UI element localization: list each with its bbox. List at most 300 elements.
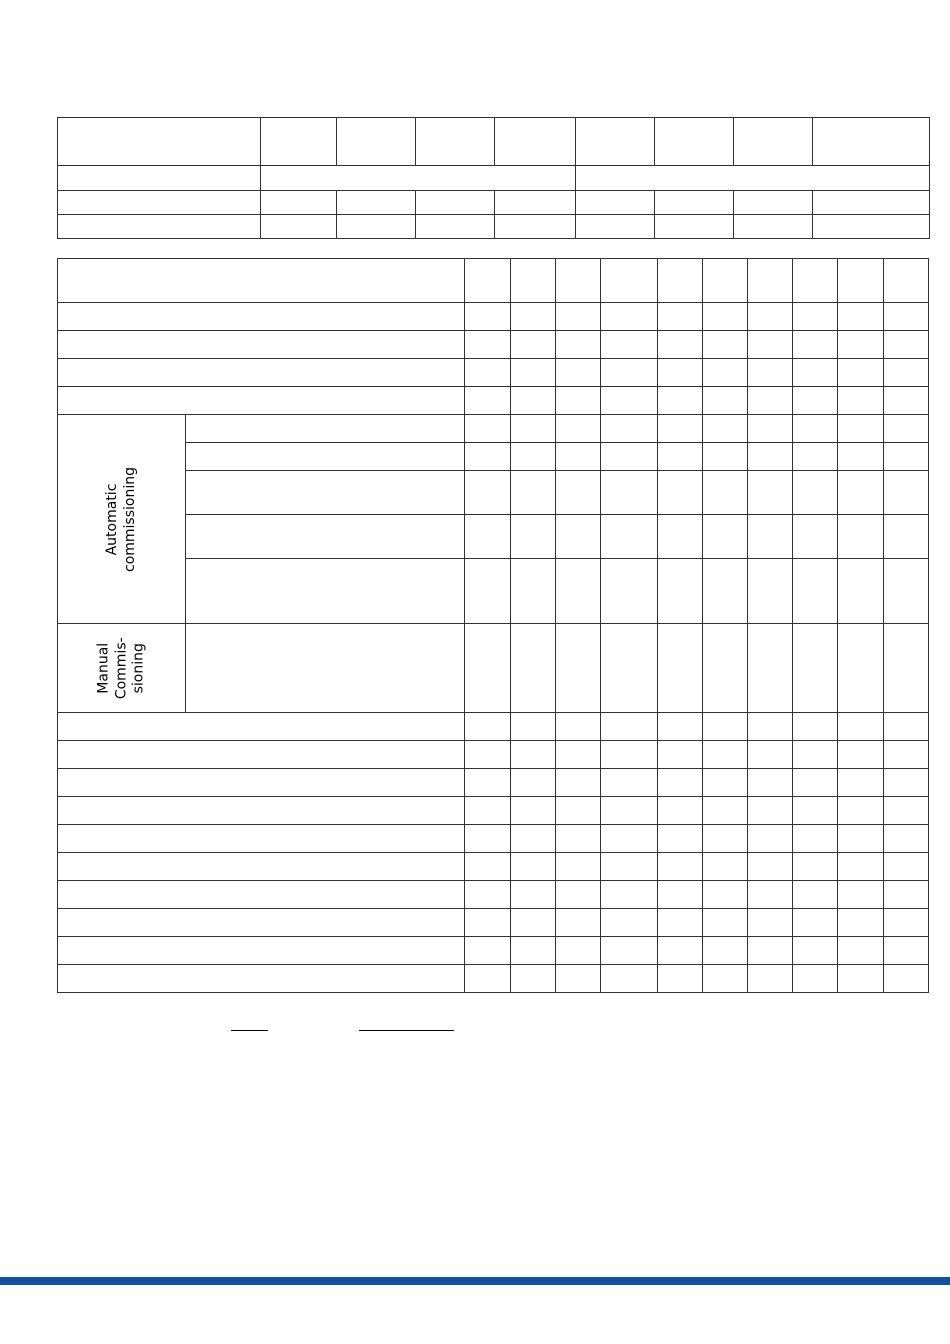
check-cell[interactable] [657,303,702,331]
item-label-cell[interactable] [58,965,465,993]
group-label-line: Automatic [104,483,121,555]
check-cell[interactable] [747,741,792,769]
check-cell[interactable] [702,881,747,909]
summary-cell[interactable] [813,215,930,239]
check-cell[interactable] [883,937,928,965]
check-cell[interactable] [510,797,555,825]
check-cell[interactable] [702,415,747,443]
manual-commissioning-label [58,624,186,713]
check-cell[interactable] [883,909,928,937]
check-cell[interactable] [747,881,792,909]
check-cell[interactable] [555,741,600,769]
check-cell[interactable] [600,909,657,937]
summary-cell[interactable] [655,118,734,166]
summary-cell[interactable] [337,118,416,166]
check-cell[interactable] [837,387,883,415]
table-row [58,797,929,825]
check-cell[interactable] [702,624,747,713]
check-cell[interactable] [510,965,555,993]
check-cell[interactable] [702,797,747,825]
check-cell[interactable] [702,713,747,741]
check-cell[interactable] [657,965,702,993]
check-cell[interactable] [465,359,510,387]
check-cell[interactable] [657,853,702,881]
check-cell[interactable] [792,741,837,769]
summary-cell[interactable] [58,118,261,166]
check-cell[interactable] [465,471,510,515]
check-cell[interactable] [555,853,600,881]
check-cell[interactable] [883,825,928,853]
table-row [58,825,929,853]
group-label-text [104,467,139,572]
summary-cell[interactable] [813,191,930,215]
check-cell[interactable] [600,881,657,909]
check-cell[interactable] [600,387,657,415]
group-label-line: Commis- [112,637,129,699]
item-label-cell[interactable] [186,415,465,443]
check-cell[interactable] [510,769,555,797]
check-cell[interactable] [465,303,510,331]
check-cell[interactable] [792,359,837,387]
summary-cell[interactable] [576,191,655,215]
item-label-cell[interactable] [58,303,465,331]
check-cell[interactable] [510,881,555,909]
check-cell[interactable] [465,713,510,741]
item-label-cell[interactable] [58,741,465,769]
summary-cell[interactable] [734,118,813,166]
summary-header-row [58,118,930,166]
item-label-cell[interactable] [58,825,465,853]
check-cell[interactable] [555,471,600,515]
check-cell[interactable] [702,387,747,415]
check-cell[interactable] [747,387,792,415]
summary-cell[interactable] [261,118,337,166]
check-cell[interactable] [883,415,928,443]
group-label-line: sioning [130,642,147,694]
footer-accent-bar [0,1277,950,1285]
check-cell[interactable] [510,624,555,713]
summary-cell[interactable] [416,191,495,215]
check-cell[interactable] [837,515,883,559]
check-cell[interactable] [555,881,600,909]
check-cell[interactable] [702,331,747,359]
check-cell[interactable] [465,443,510,471]
item-label-cell[interactable] [186,559,465,624]
check-cell[interactable] [555,331,600,359]
check-cell[interactable] [883,515,928,559]
check-cell[interactable] [510,387,555,415]
group-label-text [95,637,148,699]
table-row [58,881,929,909]
check-cell[interactable] [702,559,747,624]
check-cell[interactable] [747,359,792,387]
check-cell[interactable] [702,825,747,853]
check-cell[interactable] [747,825,792,853]
table-row [58,909,929,937]
summary-cell[interactable] [337,215,416,239]
check-cell[interactable] [657,359,702,387]
check-cell[interactable] [837,471,883,515]
check-cell[interactable] [657,415,702,443]
summary-cell[interactable] [58,215,261,239]
check-cell[interactable] [465,415,510,443]
check-cell[interactable] [883,713,928,741]
check-cell[interactable] [837,331,883,359]
summary-cell[interactable] [58,191,261,215]
check-cell[interactable] [510,559,555,624]
check-cell[interactable] [555,797,600,825]
table-row [58,741,929,769]
check-cell[interactable] [657,443,702,471]
check-cell[interactable] [747,415,792,443]
check-cell[interactable] [600,769,657,797]
check-cell[interactable] [792,881,837,909]
check-cell[interactable] [883,965,928,993]
check-cell[interactable] [657,741,702,769]
check-cell[interactable] [702,909,747,937]
check-cell[interactable] [837,624,883,713]
check-cell[interactable] [747,331,792,359]
item-label-cell[interactable] [58,713,465,741]
check-cell[interactable] [600,415,657,443]
check-cell[interactable] [657,624,702,713]
check-cell[interactable] [657,259,702,303]
check-cell[interactable] [510,909,555,937]
check-cell[interactable] [600,471,657,515]
summary-cell[interactable] [58,166,261,191]
check-cell[interactable] [837,825,883,853]
check-cell[interactable] [600,331,657,359]
summary-cell[interactable] [337,191,416,215]
check-cell[interactable] [555,359,600,387]
check-cell[interactable] [465,825,510,853]
check-cell[interactable] [465,937,510,965]
check-cell[interactable] [792,443,837,471]
check-cell[interactable] [510,825,555,853]
check-cell[interactable] [883,387,928,415]
check-cell[interactable] [510,303,555,331]
item-label-cell[interactable] [186,443,465,471]
summary-table [57,117,930,239]
check-cell[interactable] [792,415,837,443]
check-cell[interactable] [792,797,837,825]
check-cell[interactable] [555,515,600,559]
check-cell[interactable] [510,443,555,471]
check-cell[interactable] [837,559,883,624]
check-cell[interactable] [747,624,792,713]
summary-row [58,191,930,215]
group-label-line: Manual [95,642,112,694]
check-cell[interactable] [702,303,747,331]
check-cell[interactable] [555,825,600,853]
check-cell[interactable] [792,769,837,797]
check-cell[interactable] [747,909,792,937]
check-cell[interactable] [465,797,510,825]
check-cell[interactable] [883,797,928,825]
check-cell[interactable] [555,415,600,443]
check-cell[interactable] [657,881,702,909]
check-cell[interactable] [600,825,657,853]
check-cell[interactable] [510,853,555,881]
check-cell[interactable] [600,797,657,825]
summary-merged-cell[interactable] [576,166,930,191]
check-cell[interactable] [883,741,928,769]
table-row [58,965,929,993]
check-cell[interactable] [600,624,657,713]
check-cell[interactable] [837,303,883,331]
check-cell[interactable] [555,713,600,741]
check-cell[interactable] [747,965,792,993]
summary-cell[interactable] [261,191,337,215]
check-cell[interactable] [465,965,510,993]
signature-line[interactable] [359,1030,454,1031]
summary-cell[interactable] [813,118,930,166]
check-cell[interactable] [837,965,883,993]
check-cell[interactable] [837,797,883,825]
check-cell[interactable] [657,825,702,853]
check-cell[interactable] [837,937,883,965]
summary-cell[interactable] [495,215,576,239]
check-cell[interactable] [883,443,928,471]
check-cell[interactable] [792,303,837,331]
summary-cell[interactable] [576,215,655,239]
check-cell[interactable] [600,303,657,331]
summary-cell[interactable] [734,215,813,239]
check-cell[interactable] [883,259,928,303]
check-cell[interactable] [510,331,555,359]
summary-group-row [58,166,930,191]
table-row [58,769,929,797]
check-cell[interactable] [792,825,837,853]
check-cell[interactable] [600,559,657,624]
check-cell[interactable] [747,713,792,741]
check-cell[interactable] [792,937,837,965]
check-cell[interactable] [510,471,555,515]
check-cell[interactable] [555,387,600,415]
check-cell[interactable] [747,853,792,881]
check-cell[interactable] [465,769,510,797]
check-cell[interactable] [600,359,657,387]
check-cell[interactable] [747,515,792,559]
summary-cell[interactable] [495,118,576,166]
table-row [58,387,929,415]
table-row [58,359,929,387]
check-cell[interactable] [747,471,792,515]
check-cell[interactable] [837,881,883,909]
check-cell[interactable] [702,471,747,515]
check-cell[interactable] [837,741,883,769]
check-cell[interactable] [657,387,702,415]
check-cell[interactable] [792,259,837,303]
check-cell[interactable] [510,741,555,769]
check-cell[interactable] [747,797,792,825]
check-cell[interactable] [702,515,747,559]
check-cell[interactable] [883,881,928,909]
check-cell[interactable] [837,415,883,443]
table-header-row [58,259,929,303]
check-cell[interactable] [792,331,837,359]
check-cell[interactable] [555,559,600,624]
check-cell[interactable] [510,713,555,741]
check-cell[interactable] [747,259,792,303]
check-cell[interactable] [555,624,600,713]
check-cell[interactable] [555,303,600,331]
check-cell[interactable] [792,515,837,559]
check-cell[interactable] [702,937,747,965]
check-cell[interactable] [792,713,837,741]
item-label-cell[interactable] [58,331,465,359]
check-cell[interactable] [792,387,837,415]
table-row [58,331,929,359]
item-label-cell[interactable] [58,259,465,303]
check-cell[interactable] [600,937,657,965]
item-label-cell[interactable] [58,853,465,881]
item-label-cell[interactable] [58,881,465,909]
check-cell[interactable] [600,741,657,769]
check-cell[interactable] [510,259,555,303]
check-cell[interactable] [465,624,510,713]
check-cell[interactable] [792,909,837,937]
summary-row [58,215,930,239]
summary-cell[interactable] [576,118,655,166]
check-cell[interactable] [555,909,600,937]
check-cell[interactable] [465,909,510,937]
check-cell[interactable] [883,559,928,624]
summary-cell[interactable] [416,215,495,239]
item-label-cell[interactable] [58,769,465,797]
check-cell[interactable] [600,853,657,881]
check-cell[interactable] [510,515,555,559]
check-cell[interactable] [465,259,510,303]
check-cell[interactable] [837,769,883,797]
check-cell[interactable] [465,881,510,909]
check-cell[interactable] [883,303,928,331]
item-label-cell[interactable] [58,937,465,965]
check-cell[interactable] [657,331,702,359]
table-row [58,713,929,741]
check-cell[interactable] [883,331,928,359]
check-cell[interactable] [657,559,702,624]
check-cell[interactable] [657,471,702,515]
check-cell[interactable] [465,331,510,359]
table-row [58,937,929,965]
check-cell[interactable] [883,471,928,515]
auto-commissioning-row [58,559,929,624]
check-cell[interactable] [657,769,702,797]
check-cell[interactable] [837,259,883,303]
summary-cell[interactable] [655,191,734,215]
check-cell[interactable] [657,937,702,965]
check-cell[interactable] [555,769,600,797]
summary-cell[interactable] [416,118,495,166]
item-label-cell[interactable] [186,515,465,559]
check-cell[interactable] [702,853,747,881]
item-label-cell[interactable] [58,797,465,825]
check-cell[interactable] [510,415,555,443]
check-cell[interactable] [792,624,837,713]
auto-commissioning-row [58,415,929,443]
check-cell[interactable] [702,359,747,387]
item-label-cell[interactable] [58,387,465,415]
check-cell[interactable] [792,471,837,515]
check-cell[interactable] [883,769,928,797]
check-cell[interactable] [702,259,747,303]
check-cell[interactable] [883,853,928,881]
check-cell[interactable] [747,937,792,965]
check-cell[interactable] [510,359,555,387]
check-cell[interactable] [747,303,792,331]
item-label-cell[interactable] [186,624,465,713]
manual-commissioning-row [58,624,929,713]
check-cell[interactable] [837,909,883,937]
summary-merged-cell[interactable] [261,166,576,191]
check-cell[interactable] [657,797,702,825]
summary-cell[interactable] [655,215,734,239]
check-cell[interactable] [702,443,747,471]
group-label-line: commissioning [121,466,138,572]
auto-commissioning-row [58,471,929,515]
check-cell[interactable] [657,713,702,741]
check-cell[interactable] [555,259,600,303]
check-cell[interactable] [510,937,555,965]
table-row [58,303,929,331]
summary-cell[interactable] [261,215,337,239]
check-cell[interactable] [747,443,792,471]
date-line[interactable] [231,1030,268,1031]
check-cell[interactable] [465,741,510,769]
check-cell[interactable] [883,624,928,713]
check-cell[interactable] [747,559,792,624]
check-cell[interactable] [600,259,657,303]
auto-commissioning-row [58,515,929,559]
check-cell[interactable] [702,965,747,993]
check-cell[interactable] [465,387,510,415]
check-cell[interactable] [792,853,837,881]
summary-cell[interactable] [734,191,813,215]
check-cell[interactable] [465,853,510,881]
check-cell[interactable] [837,443,883,471]
check-cell[interactable] [792,965,837,993]
check-cell[interactable] [837,853,883,881]
commissioning-table [57,258,929,993]
check-cell[interactable] [657,909,702,937]
check-cell[interactable] [702,769,747,797]
check-cell[interactable] [600,965,657,993]
automatic-commissioning-label [58,415,186,624]
item-label-cell[interactable] [58,909,465,937]
check-cell[interactable] [555,965,600,993]
check-cell[interactable] [555,937,600,965]
auto-commissioning-row [58,443,929,471]
table-row [58,853,929,881]
item-label-cell[interactable] [186,471,465,515]
check-cell[interactable] [837,359,883,387]
item-label-cell[interactable] [58,359,465,387]
check-cell[interactable] [657,515,702,559]
check-cell[interactable] [883,359,928,387]
summary-cell[interactable] [495,191,576,215]
check-cell[interactable] [600,515,657,559]
check-cell[interactable] [747,769,792,797]
check-cell[interactable] [600,443,657,471]
check-cell[interactable] [555,443,600,471]
check-cell[interactable] [465,515,510,559]
check-cell[interactable] [792,559,837,624]
check-cell[interactable] [600,713,657,741]
check-cell[interactable] [465,559,510,624]
check-cell[interactable] [837,713,883,741]
check-cell[interactable] [702,741,747,769]
